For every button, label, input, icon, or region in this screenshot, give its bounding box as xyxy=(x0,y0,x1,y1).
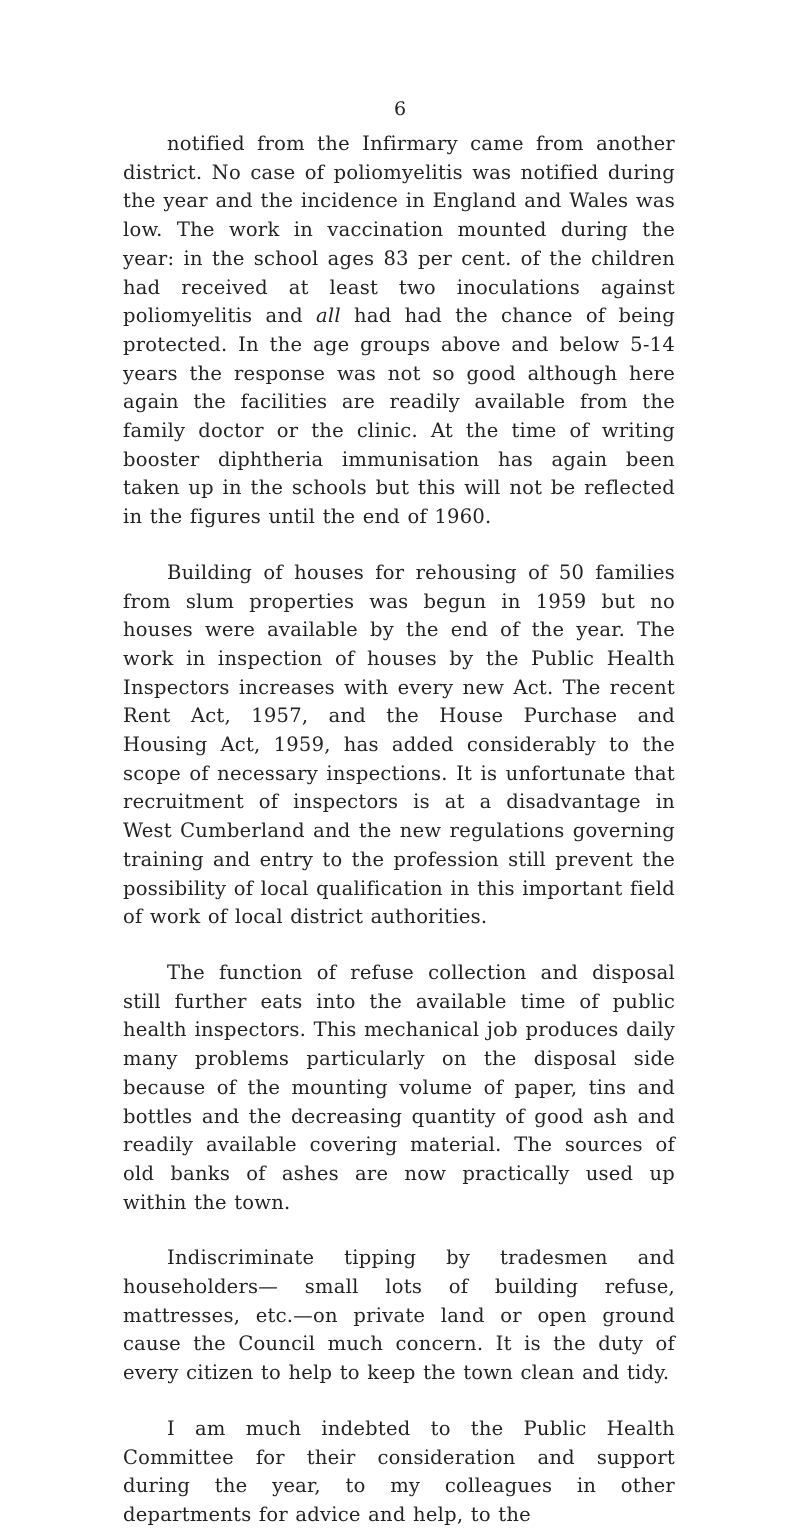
paragraph-text: I am much indebted to the Public Health Committee for their consideration and support during the year, to my colleagues in other departments for advice and help, to the xyxy=(123,1416,675,1526)
emphasis-text: all xyxy=(316,304,341,328)
paragraph-refuse-collection xyxy=(123,959,675,1217)
page-number: 6 xyxy=(393,98,407,120)
paragraph-text: Building of houses for rehousing of 50 families from slum properties was begun in 1959 but no houses were available by the end of the year. The work in inspection of houses by the Public Health Inspectors increases with every new Act. The recent Rent Act, 1957, and the House Purchase and Housing Act, 1959, has added considerably to the scope of necessary inspections. It is unfortunate that recruitment of inspectors is at a disadvantage in West Cumberland and the new regulations governing training and entry to the profession still prevent the possibility of local qualification in this important field of work of local district authorities. xyxy=(123,560,675,929)
paragraph-text: had had the chance of being protected. In the age groups above and below 5-14 years the response was not so good although here again the facilities are readily available from the family doctor or the clinic. At the time of writing booster diphtheria immunisation has again been taken up in the schools but this will not be reflected in the figures until the end of 1960. xyxy=(123,304,675,529)
paragraph-text: The function of refuse collection and disposal still further eats into the available time of public health inspectors. This mechanical job produces daily many problems particularly on the disposal side because of the mounting volume of paper, tins and bottles and the decreasing quantity of good ash and readily available covering material. The sources of old banks of ashes are now practically used up within the town. xyxy=(123,960,675,1214)
paragraph-indiscriminate-tipping xyxy=(123,1244,675,1388)
paragraph-text: notified from the Infirmary came from another district. No case of poliomyelitis was notified during the year and the incidence in England and Wales was low. The work in vaccination mounted during the year: in the school ages 83 per cent. of the children had received at least two inoculations against poliomyelitis and xyxy=(123,132,675,328)
paragraph-poliomyelitis-vaccination xyxy=(123,130,675,532)
paragraph-acknowledgements xyxy=(123,1415,675,1530)
paragraph-text: Indiscriminate tipping by tradesmen and householders— small lots of building refuse, mattresses, etc.—on private land or open ground cause the Council much concern. It is the duty of every citizen to help to keep the town clean and tidy. xyxy=(123,1246,675,1385)
paragraph-housing xyxy=(123,559,675,932)
document-body xyxy=(123,130,675,1530)
